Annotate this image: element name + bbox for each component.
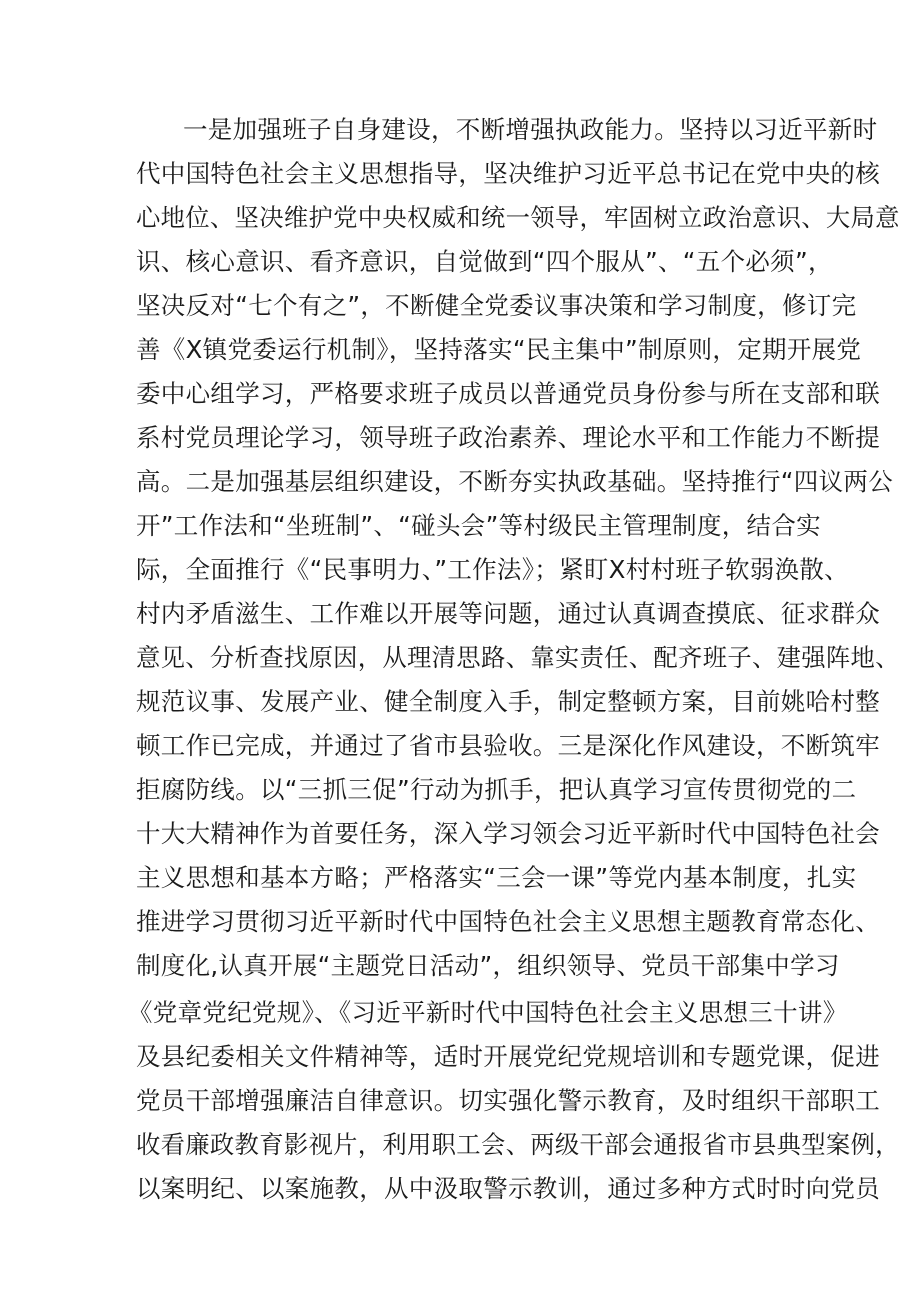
text-line-5: 坚决反对“七个有之”，不断健全党委议事决策和学习制度，修订完 — [136, 291, 857, 320]
text-line-16: 拒腐防线。以“三抓三促”行动为抓手，把认真学习宣传贯彻党的二 — [136, 775, 857, 804]
text-line-25: 以案明纪、以案施教，从中汲取警示教训，通过多种方式时时向党员 — [136, 1174, 880, 1203]
text-line-8: 系村党员理论学习，领导班子政治素养、理论水平和工作能力不断提 — [136, 423, 880, 452]
text-line-24: 收看廉政教育影视片，利用职工会、两级干部会通报省市县典型案例， — [136, 1130, 900, 1159]
text-line-4: 识、核心意识、看齐意识，自觉做到“四个服从”、“五个必须”， — [136, 247, 833, 276]
text-line-3: 心地位、坚决维护党中央权威和统一领导，牢固树立政治意识、大局意 — [136, 203, 900, 232]
text-line-17: 十大大精神作为首要任务，深入学习领会习近平新时代中国特色社会 — [136, 819, 880, 848]
text-line-22: 及县纪委相关文件精神等，适时开展党纪党规培训和专题党课，促进 — [136, 1042, 880, 1071]
text-line-1: 一是加强班子自身建设，不断增强执政能力。坚持以习近平新时 — [183, 115, 878, 144]
text-line-11: 际，全面推行《“民事明力、”工作法》；紧盯X村村班子软弱涣散、 — [136, 555, 849, 584]
text-line-18: 主义思想和基本方略；严格落实“三会一课”等党内基本制度，扎实 — [136, 863, 857, 892]
text-line-10: 开”工作法和“坐班制”、“碰头会”等村级民主管理制度，结合实 — [136, 511, 821, 540]
text-line-21: 《党章党纪党规》、《习近平新时代中国特色社会主义思想三十讲》 — [128, 998, 848, 1027]
text-line-14: 规范议事、发展产业、健全制度入手，制定整顿方案，目前姚哈村整 — [136, 687, 880, 716]
text-line-12: 村内矛盾滋生、工作难以开展等问题，通过认真调查摸底、征求群众 — [136, 599, 880, 628]
text-line-20: 制度化,认真开展“主题党日活动”，组织领导、党员干部集中学习 — [136, 951, 840, 980]
text-line-7: 委中心组学习，严格要求班子成员以普通党员身份参与所在支部和联 — [136, 379, 880, 408]
text-line-2: 代中国特色社会主义思想指导，坚决维护习近平总书记在党中央的核 — [136, 159, 880, 188]
text-line-9: 高。二是加强基层组织建设，不断夯实执政基础。坚持推行“四议两公 — [136, 467, 893, 496]
text-line-15: 顿工作已完成，并通过了省市县验收。三是深化作风建设，不断筑牢 — [136, 731, 880, 760]
text-line-6: 善《X镇党委运行机制》，坚持落实“民主集中”制原则，定期开展党 — [136, 335, 862, 364]
text-line-13: 意见、分析查找原因，从理清思路、靠实责任、配齐班子、建强阵地、 — [136, 643, 900, 672]
text-line-19: 推进学习贯彻习近平新时代中国特色社会主义思想主题教育常态化、 — [136, 907, 880, 936]
text-line-23: 党员干部增强廉洁自律意识。切实强化警示教育，及时组织干部职工 — [136, 1086, 880, 1115]
